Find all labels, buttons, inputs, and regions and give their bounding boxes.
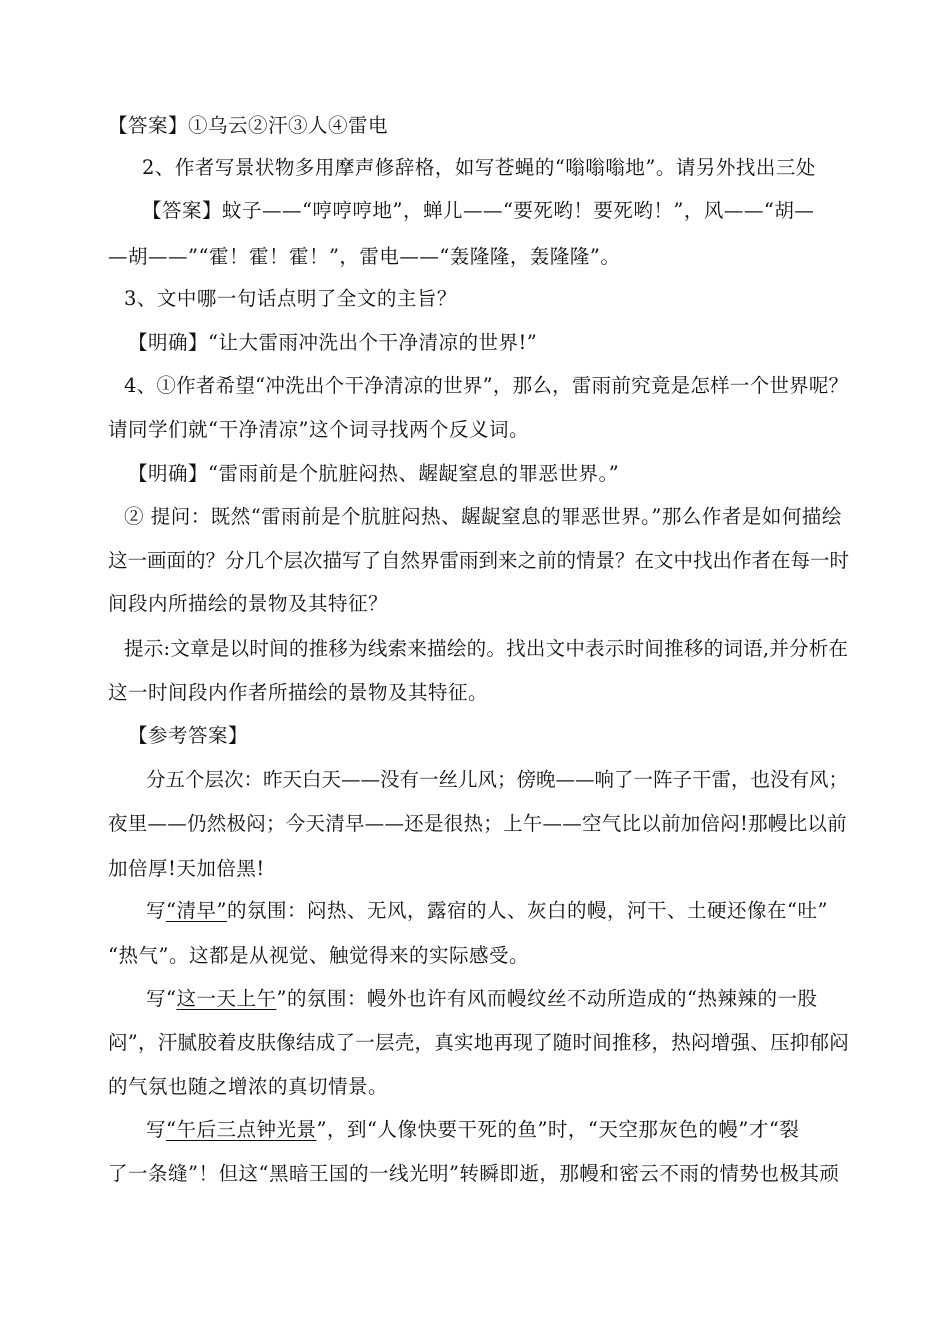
afternoon-rest: ”，到“人像快要干死的鱼”时，“天空那灰色的幔”才“裂	[316, 1118, 800, 1141]
early-morning-keyword: “清早”	[166, 899, 227, 922]
answer-1: 【答案】①乌云②汗③人④雷电	[108, 114, 389, 137]
answer-2-line-2: —胡——”“霍！霍！霍！”，雷电——“轰隆隆，轰隆隆”。	[108, 245, 621, 268]
reference-answer-heading: 【参考答案】	[128, 724, 249, 747]
morning-line-1	[146, 986, 850, 1012]
question-4-line-1: 4、①作者希望“冲洗出个干净清凉的世界”，那么，雷雨前究竟是怎样一个世界呢？	[124, 374, 849, 397]
layers-line-1: 分五个层次：昨天白天——没有一丝儿风；傍晚——响了一阵子干雷，也没有风；	[146, 768, 849, 791]
morning-rest: ”的氛围：幔外也许有风而幔纹丝不动所造成的“热辣辣的一股	[276, 987, 818, 1010]
early-morning-rest: 的氛围：闷热、无风，露宿的人、灰白的幔，河干、土硬还像在“吐”	[226, 899, 828, 922]
afternoon-prefix: 写	[146, 1118, 167, 1141]
afternoon-line-2: 了一条缝”！但这“黑暗王国的一线光明”转瞬即逝，那幔和密云不雨的情势也极其顽	[108, 1162, 840, 1185]
early-morning-prefix: 写	[146, 899, 167, 922]
morning-prefix: 写“	[146, 987, 177, 1010]
early-morning-line-2: “热气”。这都是从视觉、触觉得来的实际感受。	[108, 944, 529, 967]
layers-line-2: 夜里——仍然极闷；今天清早——还是很热；上午——空气比以前加倍闷!那幔比以前	[108, 812, 847, 835]
prompt-line-3: 间段内所描绘的景物及其特征？	[108, 592, 389, 615]
morning-line-3: 的气氛也随之增浓的真切情景。	[108, 1075, 389, 1098]
afternoon-line-1	[146, 1117, 850, 1143]
question-4-line-2: 请同学们就“干净清凉”这个词寻找两个反义词。	[108, 418, 529, 441]
prompt-line-1: ② 提问：既然“雷雨前是个肮脏闷热、龌龊窒息的罪恶世界。”那么作者是如何描绘	[124, 505, 842, 528]
clarify-3: 【明确】“让大雷雨冲洗出个干净清凉的世界!”	[128, 331, 538, 354]
prompt-line-2: 这一画面的？分几个层次描写了自然界雷雨到来之前的情景？在文中找出作者在每一时	[108, 549, 850, 572]
question-2: 2、作者写景状物多用摩声修辞格，如写苍蝇的“嗡嗡嗡地”。请另外找出三处	[142, 156, 816, 179]
morning-keyword: 这一天上午	[176, 987, 277, 1010]
answer-2-line-1: 【答案】蚊子——“哼哼哼地”，蝉儿——“要死哟！要死哟！”，风——“胡—	[142, 199, 815, 222]
question-3: 3、文中哪一句话点明了全文的主旨？	[124, 287, 457, 310]
afternoon-keyword: “午后三点钟光景	[166, 1118, 317, 1141]
clarify-4: 【明确】“雷雨前是个肮脏闷热、龌龊窒息的罪恶世界。”	[128, 462, 620, 485]
morning-line-2: 闷”，汗腻胶着皮肤像结成了一层壳，真实地再现了随时间推移，热闷增强、压抑郁闷	[108, 1031, 849, 1054]
layers-line-3: 加倍厚!天加倍黑!	[108, 857, 265, 880]
hint-line-1: 提示:文章是以时间的推移为线索来描绘的。找出文中表示时间推移的词语,并分析在	[124, 637, 849, 660]
hint-line-2: 这一时间段内作者所描绘的景物及其特征。	[108, 681, 489, 704]
early-morning-line-1	[146, 898, 850, 924]
